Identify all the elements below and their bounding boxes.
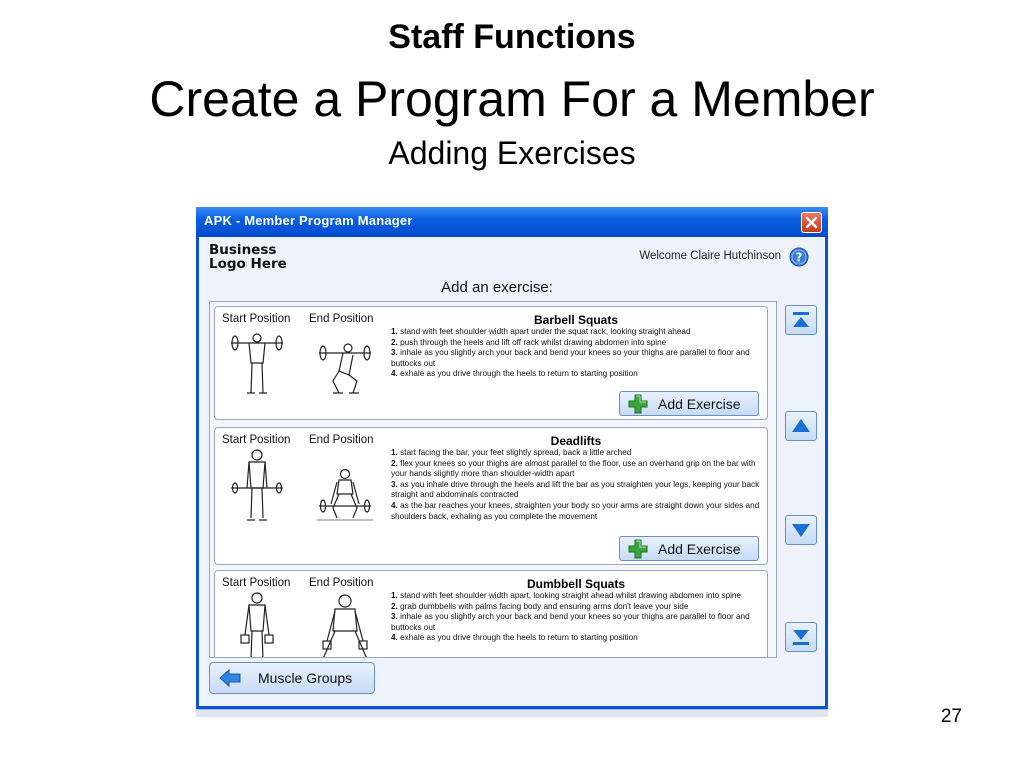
step-item: 1. start facing the bar, your feet slightly spread, back a little arched (391, 448, 632, 457)
window-titlebar[interactable] (196, 207, 828, 237)
scroll-down-button[interactable] (785, 515, 817, 545)
step-item: 1. stand with feet shoulder width apart, looking straight ahead whilst drawing abdomen into spine (391, 591, 742, 600)
close-icon (805, 216, 818, 229)
add-exercise-heading: Add an exercise: (441, 279, 553, 296)
step-item: 4. exhale as you drive through the heels to return to starting position (391, 369, 638, 379)
exercise-name: Deadlifts (550, 434, 602, 448)
taskbar-strip (196, 709, 828, 717)
slide-title: Create a Program For a Member (149, 71, 875, 127)
window-title: APK - Member Program Manager (204, 213, 413, 228)
logo-line-2: Logo Here (209, 256, 287, 272)
end-position-label: End Position (309, 313, 374, 325)
start-position-label: Start Position (222, 313, 291, 325)
exercise-name: Dumbbell Squats (526, 577, 625, 591)
exercise-name: Barbell Squats (533, 313, 619, 327)
scroll-top-icon (790, 310, 812, 330)
scroll-bottom-icon (790, 627, 812, 647)
exercise-card-dumbbell-squats (214, 570, 768, 658)
exercise-list[interactable] (209, 301, 777, 658)
end-position-image (315, 591, 375, 658)
step-item: 2. push through the heels and lift off rack whilst drawing abdomen into spine (391, 337, 667, 347)
program-manager-window (196, 207, 828, 709)
start-position-image (227, 329, 287, 395)
step-item: 3. inhale as you slightly arch your back and bend your knees so your thighs are parallel to floor and buttocks out (391, 348, 750, 368)
end-position-image (315, 458, 375, 522)
end-position-label: End Position (309, 434, 374, 446)
slide-subtitle: Adding Exercises (388, 135, 636, 171)
welcome-text: Welcome Claire Hutchinson (639, 250, 781, 262)
exercise-steps (391, 448, 761, 522)
start-position-image (227, 448, 287, 522)
exercise-card-deadlifts (214, 427, 768, 565)
window-client-area (199, 237, 825, 706)
exercise-card-barbell-squats (214, 306, 768, 420)
page-number: 27 (940, 706, 962, 727)
add-exercise-label: Add Exercise (658, 395, 741, 412)
scroll-bottom-button[interactable] (785, 622, 817, 652)
plus-icon (626, 537, 650, 561)
step-item: 2. grab dumbbells with palms facing body and ensuring arms don't leave your side (391, 601, 689, 611)
slide-heading: Staff Functions (388, 18, 636, 56)
step-item: 4. exhale as you drive through the heels to return to starting position (391, 633, 638, 643)
scroll-up-icon (790, 417, 812, 435)
end-position-label: End Position (309, 577, 374, 589)
svg-text:?: ? (795, 250, 803, 265)
step-item: 2. flex your knees so your thighs are almost parallel to the floor, use an overhand grip on the bar with your hands slightly more than shoulder-width apart (391, 458, 756, 479)
start-position-label: Start Position (222, 577, 291, 589)
exercise-steps (391, 591, 761, 644)
scroll-up-button[interactable] (785, 411, 817, 441)
business-logo (209, 243, 287, 271)
help-icon[interactable] (789, 247, 809, 267)
muscle-groups-button[interactable] (209, 662, 375, 694)
scroll-down-icon (790, 521, 812, 539)
step-item: 1. stand with feet shoulder width apart under the squat rack, looking straight ahead (391, 327, 691, 336)
muscle-groups-label: Muscle Groups (258, 670, 353, 686)
logo-line-1: Business (209, 242, 277, 258)
scroll-top-button[interactable] (785, 305, 817, 335)
add-exercise-label: Add Exercise (658, 540, 741, 557)
exercise-steps (391, 327, 761, 380)
plus-icon (626, 392, 650, 416)
step-item: 3. as you inhale drive through the heels and lift the bar as you straighten your legs, keeping your back straight and abdominals contracted (391, 479, 760, 500)
step-item: 4. as the bar reaches your knees, straighten your body so your arms are straight down your sides and shoulders back, exhaling as you complete the movement (391, 500, 760, 521)
start-position-image (229, 591, 285, 658)
end-position-image (315, 329, 375, 395)
close-button[interactable] (801, 212, 822, 233)
add-exercise-button[interactable] (619, 536, 759, 561)
step-item: 3. inhale as you slightly arch your back and bend your knees so your thighs are parallel to floor and buttocks out (391, 612, 750, 632)
add-exercise-button[interactable] (619, 391, 759, 416)
back-arrow-icon (218, 668, 242, 688)
start-position-label: Start Position (222, 434, 291, 446)
